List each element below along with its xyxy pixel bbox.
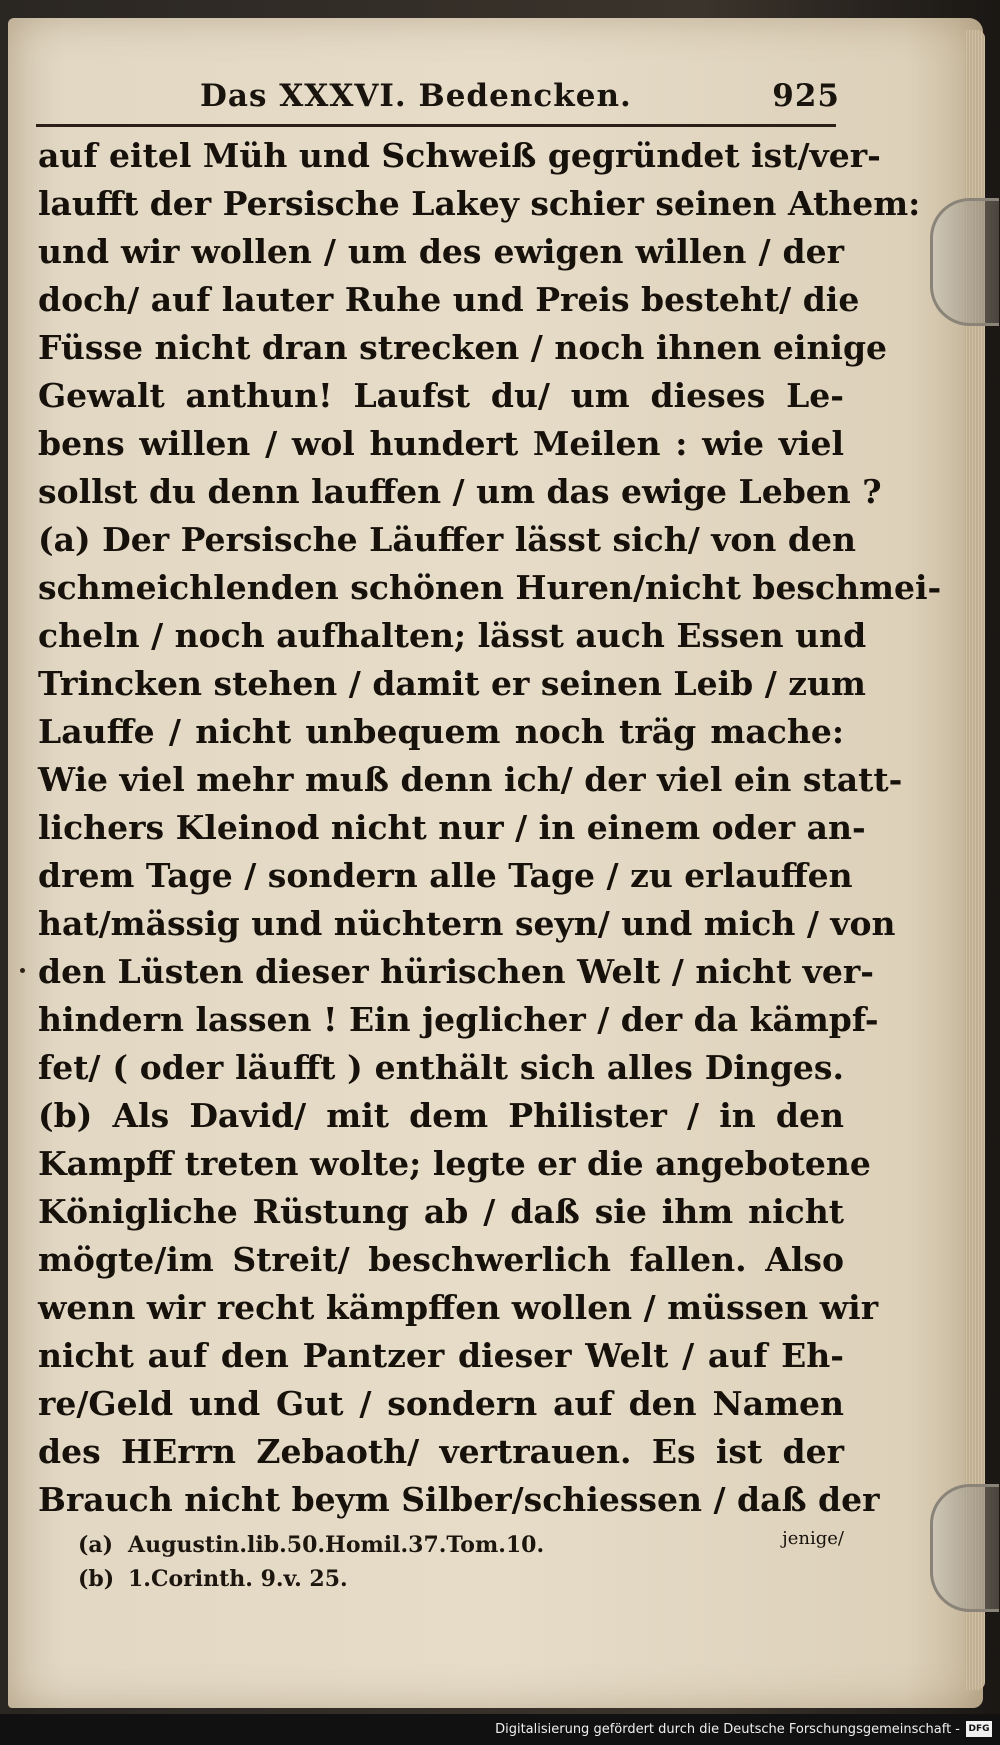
- credit-text: Digitalisierung gefördert durch die Deutsche Forschungsgemeinschaft -: [495, 1722, 960, 1737]
- text-line: laufft der Persische Lakey schier seinen Athem:: [38, 184, 921, 223]
- running-title: Das XXXVI. Bedencken.: [200, 78, 632, 114]
- text-line: re/Geld und Gut / sondern auf den Namen: [38, 1384, 844, 1423]
- text-line: wenn wir recht kämpffen wollen / müssen wir: [38, 1288, 879, 1327]
- margin-mark: [20, 968, 25, 973]
- text-line: des HErrn Zebaoth/ vertrauen. Es ist der: [38, 1432, 844, 1471]
- text-line: doch/ auf lauter Ruhe und Preis besteht/ die: [38, 280, 860, 319]
- text-line: hindern lassen ! Ein jeglicher / der da kämpf-: [38, 1000, 879, 1039]
- text-line: Königliche Rüstung ab / daß sie ihm nicht: [38, 1192, 844, 1231]
- footnote-mark: (a): [78, 1532, 114, 1558]
- footnote-mark: (b): [78, 1566, 115, 1592]
- clasp-bottom: [930, 1484, 999, 1612]
- text-line: nicht auf den Pantzer dieser Welt / auf Eh-: [38, 1336, 844, 1375]
- text-line: schmeichlenden schönen Huren/nicht beschmei-: [38, 568, 942, 607]
- page-number: 925: [772, 78, 840, 114]
- text-line: drem Tage / sondern alle Tage / zu erlauffen: [38, 856, 853, 895]
- text-line: fet/ ( oder läufft ) enthält sich alles Dinges.: [38, 1048, 844, 1087]
- text-line: Trincken stehen / damit er seinen Leib / zum: [38, 664, 866, 703]
- text-line: hat/mässig und nüchtern seyn/ und mich / von: [38, 904, 896, 943]
- dfg-logo: DFG: [966, 1721, 992, 1737]
- text-line: Wie viel mehr muß denn ich/ der viel ein statt-: [38, 760, 903, 799]
- footnotes: [78, 1528, 698, 1596]
- text-line: Gewalt anthun! Laufst du/ um dieses Le-: [38, 376, 844, 415]
- page-header: [200, 78, 840, 122]
- text-line: Brauch nicht beym Silber/schiessen / daß der: [38, 1480, 880, 1519]
- clasp-top: [930, 198, 999, 326]
- body-text: [38, 132, 942, 1554]
- text-line: bens willen / wol hundert Meilen : wie viel: [38, 424, 844, 463]
- text-line: Füsse nicht dran strecken / noch ihnen einige: [38, 328, 888, 367]
- text-line: (b) Als David/ mit dem Philister / in den: [38, 1096, 844, 1135]
- text-line: auf eitel Müh und Schweiß gegründet ist/ver-: [38, 136, 881, 175]
- text-line: und wir wollen / um des ewigen willen / der: [38, 232, 844, 271]
- text-line: den Lüsten dieser hürischen Welt / nicht ver-: [38, 952, 874, 991]
- footnote: [78, 1562, 698, 1596]
- text-line: (a) Der Persische Läuffer lässt sich/ von den: [38, 520, 856, 559]
- text-line: Kampff treten wolte; legte er die angebotene: [38, 1144, 871, 1183]
- catchword: jenige/: [782, 1528, 844, 1549]
- text-line: cheln / noch aufhalten; lässt auch Essen und: [38, 616, 867, 655]
- footnote-text: Augustin.lib.50.Homil.37.Tom.10.: [128, 1532, 545, 1558]
- footnote: [78, 1528, 698, 1562]
- text-line: Lauffe / nicht unbequem noch träg mache:: [38, 712, 844, 751]
- text-line: mögte/im Streit/ beschwerlich fallen. Also: [38, 1240, 844, 1279]
- text-line: lichers Kleinod nicht nur / in einem oder an-: [38, 808, 866, 847]
- footnote-text: 1.Corinth. 9.v. 25.: [128, 1566, 348, 1592]
- text-line: sollst du denn lauffen / um das ewige Leben ?: [38, 472, 882, 511]
- header-rule: [36, 124, 836, 127]
- credit-bar: [0, 1714, 1000, 1745]
